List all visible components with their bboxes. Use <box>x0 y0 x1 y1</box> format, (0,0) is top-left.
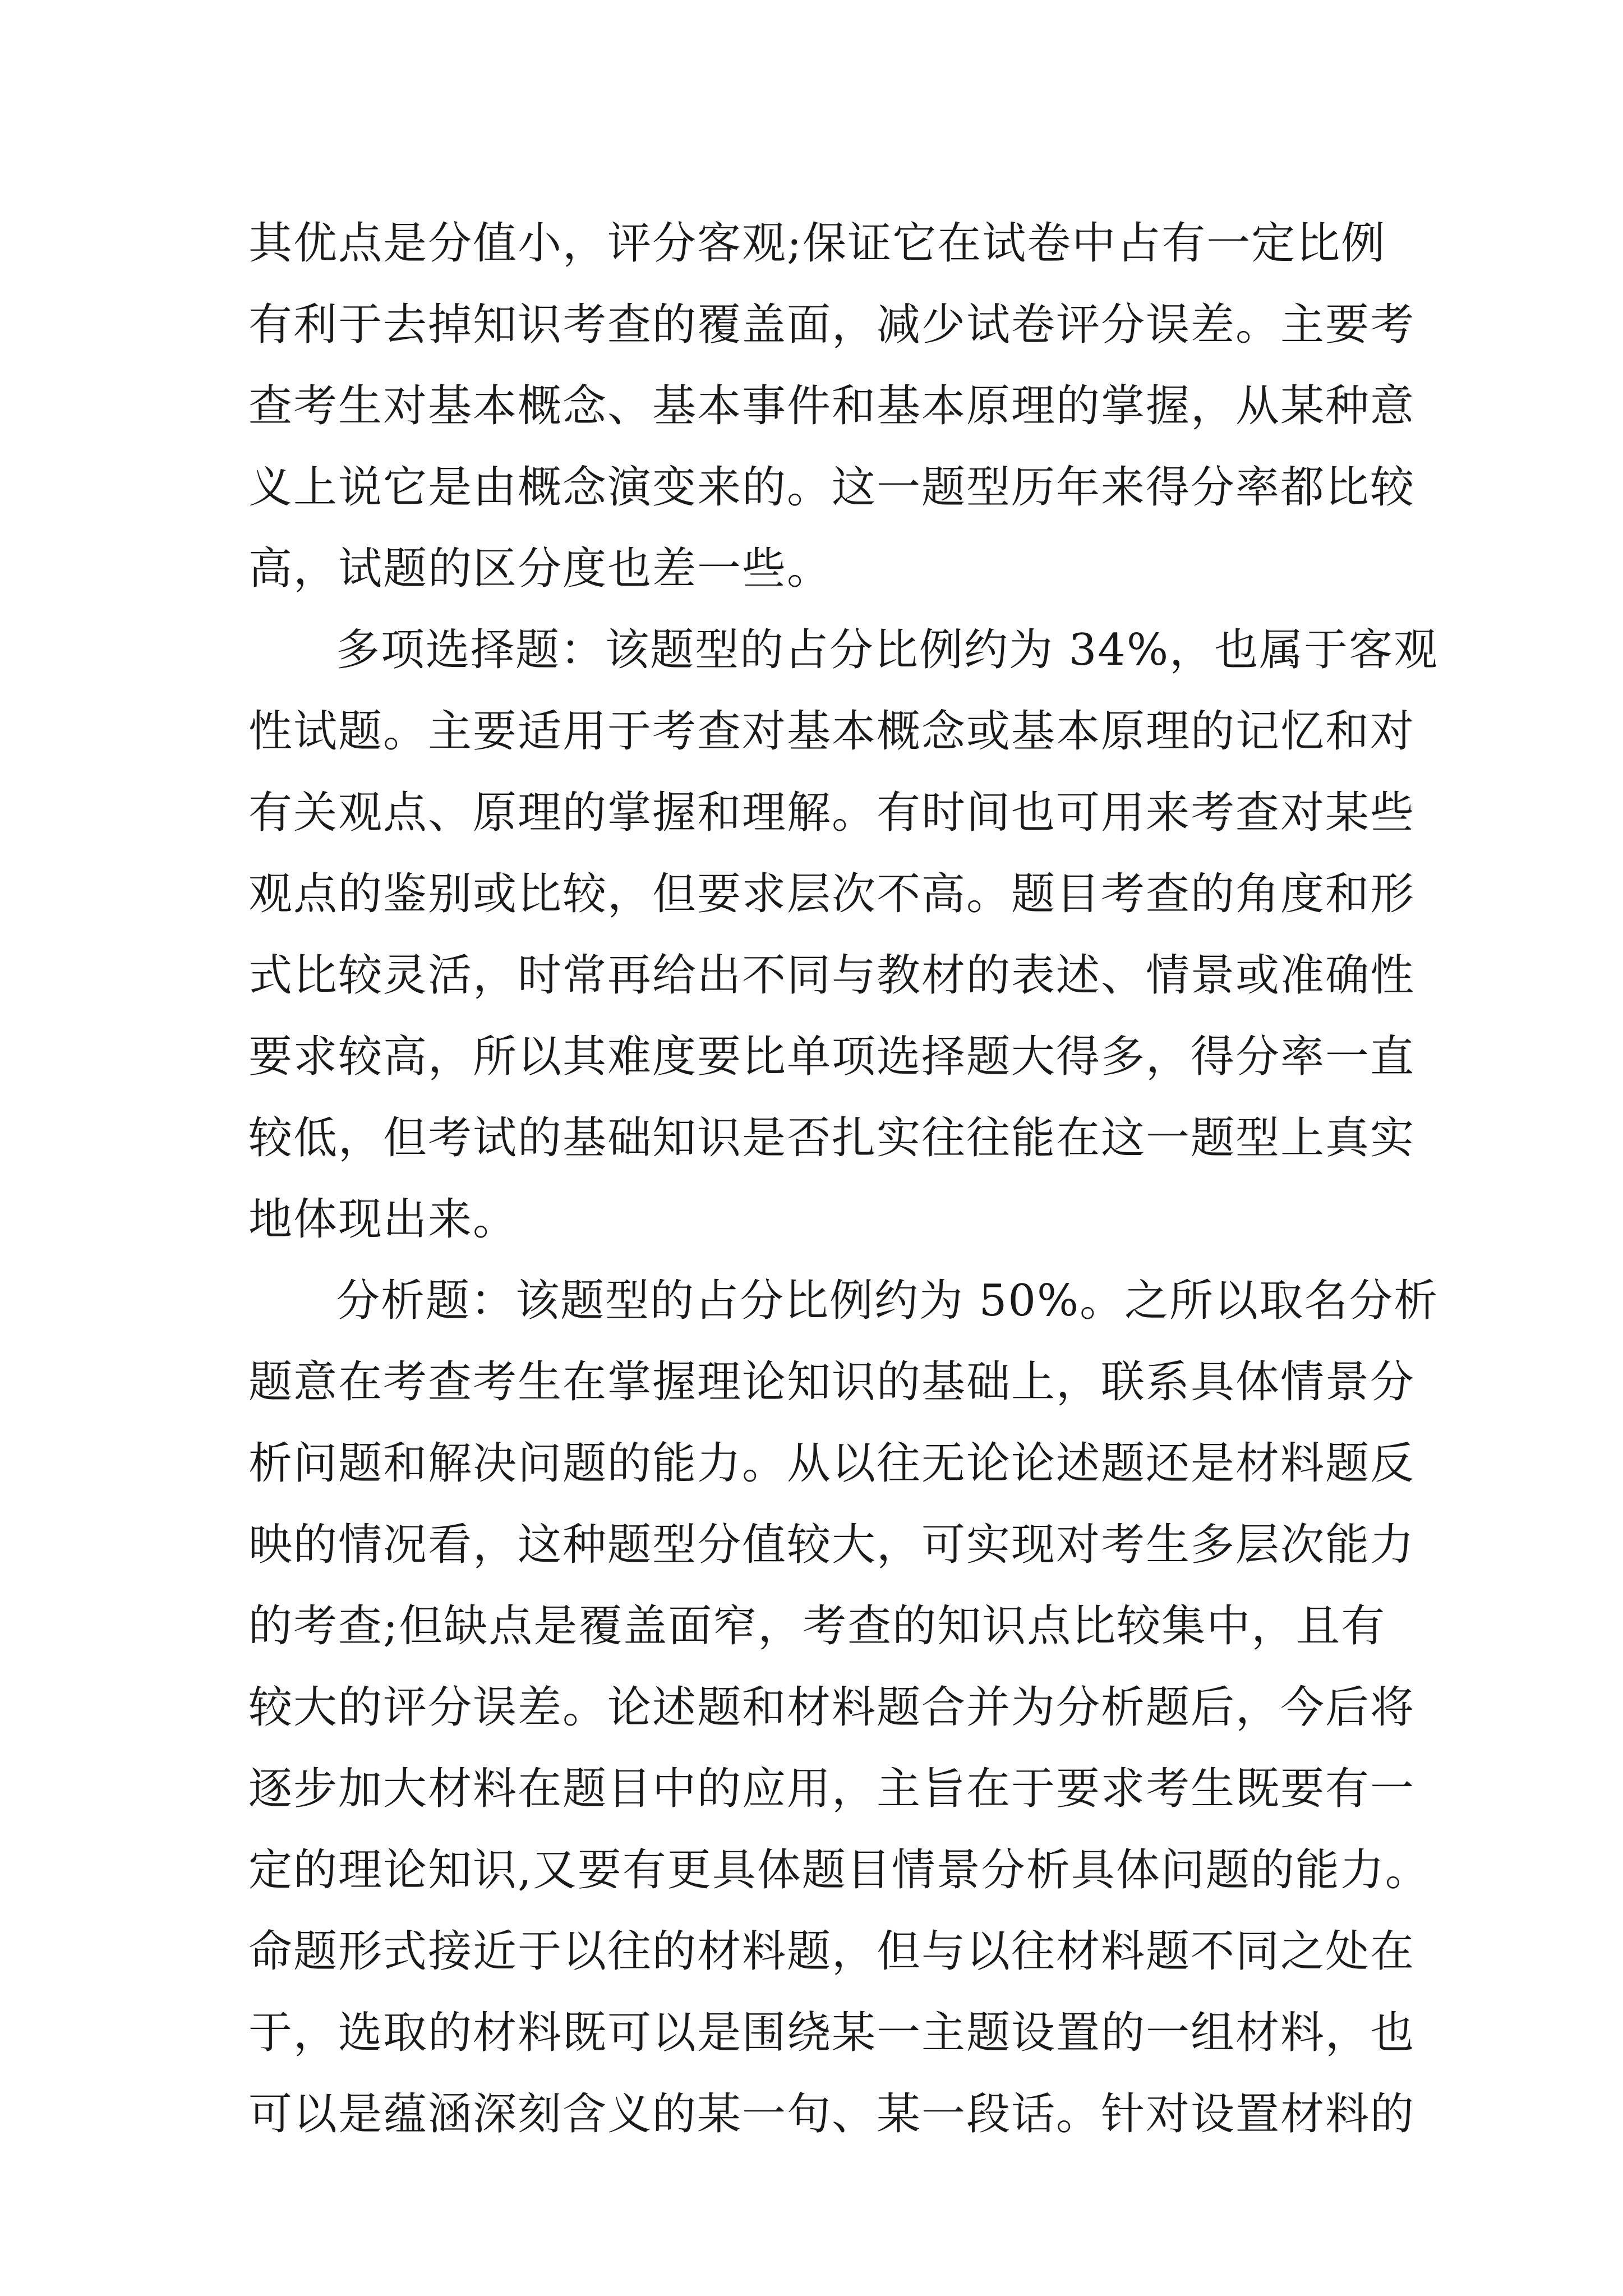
text-line: 其优点是分值小，评分客观;保证它在试卷中占有一定比例 <box>248 218 1386 269</box>
text-line: 于，选取的材料既可以是围绕某一主题设置的一组材料，也 <box>248 2008 1415 2058</box>
text-line: 有利于去掉知识考查的覆盖面，减少试卷评分误差。主要考 <box>248 300 1415 350</box>
text-line: 定的理论知识,又要有更具体题目情景分析具体问题的能力。 <box>248 1845 1430 1895</box>
text-line: 式比较灵活，时常再给出不同与教材的表述、情景或准确性 <box>248 950 1415 1001</box>
text-line: 地体现出来。 <box>248 1194 518 1245</box>
text-line: 可以是蕴涵深刻含义的某一句、某一段话。针对设置材料的 <box>248 2089 1415 2139</box>
text-line: 逐步加大材料在题目中的应用，主旨在于要求考生既要有一 <box>248 1764 1415 1814</box>
text-line: 题意在考查考生在掌握理论知识的基础上，联系具体情景分 <box>248 1357 1415 1407</box>
text-line: 有关观点、原理的掌握和理解。有时间也可用来考查对某些 <box>248 788 1415 838</box>
text-line: 查考生对基本概念、基本事件和基本原理的掌握，从某种意 <box>248 381 1415 431</box>
text-line: 高，试题的区分度也差一些。 <box>248 544 832 594</box>
text-line: 较低，但考试的基础知识是否扎实往往能在这一题型上真实 <box>248 1113 1415 1163</box>
text-line: 观点的鉴别或比较，但要求层次不高。题目考查的角度和形 <box>248 869 1415 919</box>
text-line: 命题形式接近于以往的材料题，但与以往材料题不同之处在 <box>248 1926 1415 1977</box>
text-line: 映的情况看，这种题型分值较大，可实现对考生多层次能力 <box>248 1520 1415 1570</box>
text-line: 义上说它是由概念演变来的。这一题型历年来得分率都比较 <box>248 462 1415 513</box>
body-text <box>248 203 1439 2155</box>
paragraph-start-line: 多项选择题：该题型的占分比例约为 34%，也属于客观 <box>336 625 1439 675</box>
text-line: 析问题和解决问题的能力。从以往无论论述题还是材料题反 <box>248 1438 1415 1489</box>
text-line: 要求较高，所以其难度要比单项选择题大得多，得分率一直 <box>248 1032 1415 1082</box>
text-line: 性试题。主要适用于考查对基本概念或基本原理的记忆和对 <box>248 706 1415 757</box>
text-line: 的考查;但缺点是覆盖面窄，考查的知识点比较集中，且有 <box>248 1601 1386 1651</box>
paragraph-start-line: 分析题：该题型的占分比例约为 50%。之所以取名分析 <box>336 1276 1439 1326</box>
text-line: 较大的评分误差。论述题和材料题合并为分析题后，今后将 <box>248 1682 1415 1733</box>
